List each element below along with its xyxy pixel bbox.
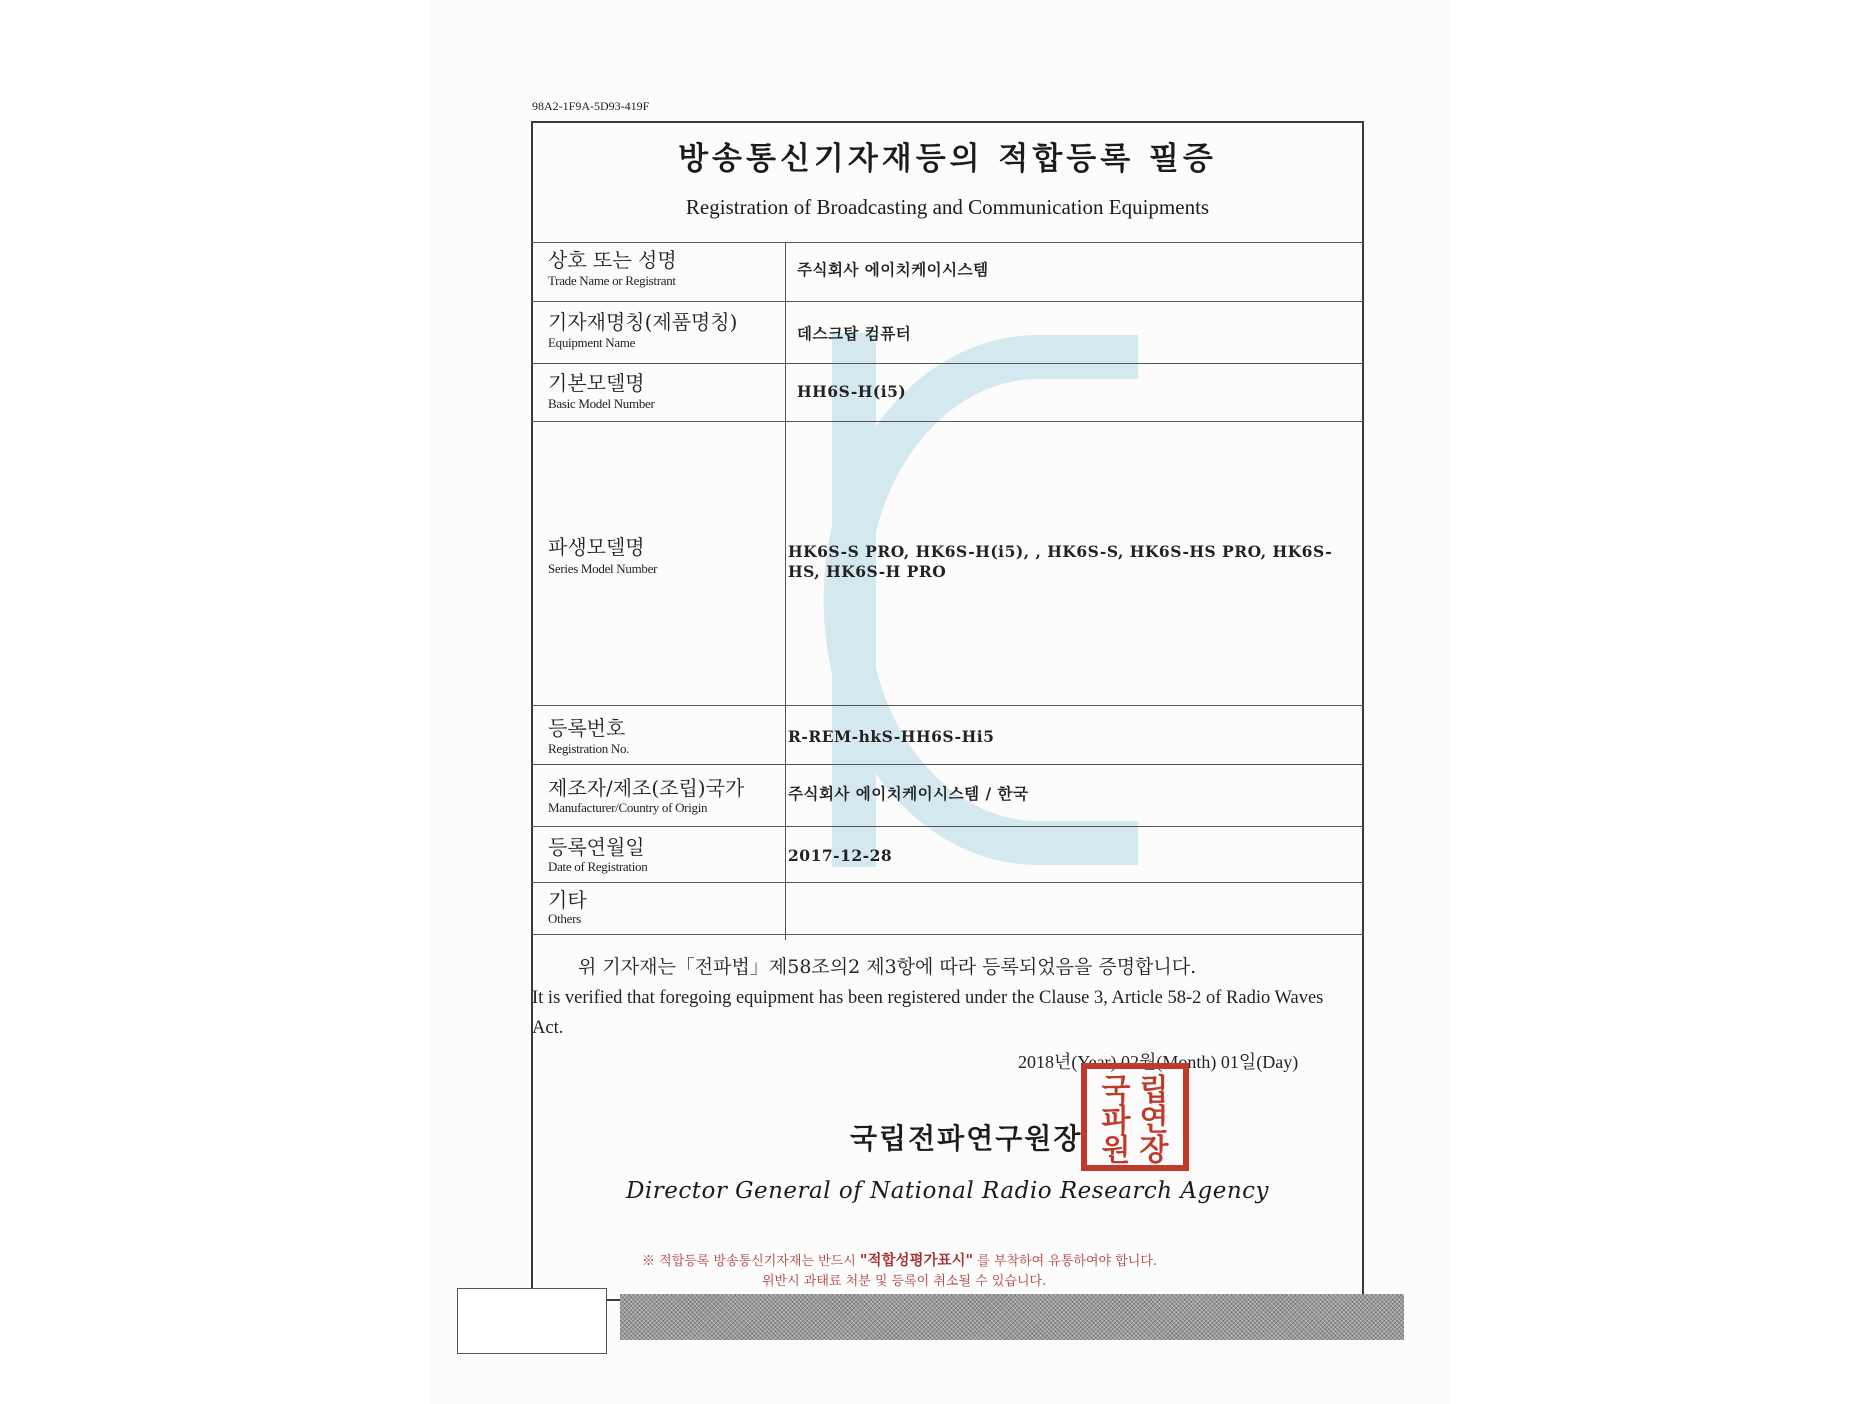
document-id: 98A2-1F9A-5D93-419F <box>532 99 650 113</box>
notice-line-1-pre: ※ 적합등록 방송통신기자재는 반드시 <box>642 1254 856 1269</box>
label-others-en: Others <box>548 911 581 926</box>
issuer-title-en: Director General of National Radio Research Agency <box>625 1178 1270 1204</box>
svg-text:장: 장 <box>1139 1133 1169 1168</box>
title-english: Registration of Broadcasting and Communication Equipments <box>685 195 1210 219</box>
value-equipment-name: 데스크탑 컴퓨터 <box>797 324 912 343</box>
table-line <box>531 421 1364 422</box>
label-series-model-en: Series Model Number <box>548 561 658 576</box>
svg-text:립: 립 <box>1139 1073 1169 1108</box>
label-manufacturer: 제조자/제조(조립)국가 <box>548 776 745 800</box>
table-line <box>531 934 1364 935</box>
table-line <box>531 826 1364 827</box>
table-line <box>531 705 1364 706</box>
value-registration-date: 2017-12-28 <box>788 846 893 865</box>
certification-statement-ko: 위 기자재는「전파법」제58조의2 제3항에 따라 등록되었음을 증명합니다. <box>578 956 1197 978</box>
kc-logo-c-arc <box>846 357 1138 843</box>
svg-text:파: 파 <box>1101 1103 1131 1138</box>
label-equipment-name-en: Equipment Name <box>548 335 636 350</box>
value-basic-model: HH6S-H(i5) <box>797 382 907 401</box>
table-line <box>531 363 1364 364</box>
svg-text:연: 연 <box>1139 1103 1169 1138</box>
value-manufacturer: 주식회사 에이치케이시스템 / 한국 <box>788 784 1029 803</box>
notice-line-1-emphasis: "적합성평가표시" <box>859 1252 974 1269</box>
label-basic-model-en: Basic Model Number <box>548 396 655 411</box>
issuer-title-ko: 국립전파연구원장 <box>850 1122 1083 1155</box>
redacted-strip <box>620 1294 1404 1340</box>
notice-line-2: 위반시 과태료 처분 및 등록이 취소될 수 있습니다. <box>762 1274 1047 1289</box>
label-registration-no: 등록번호 <box>548 716 626 740</box>
label-equipment-name: 기자재명칭(제품명칭) <box>548 310 738 334</box>
label-registration-date: 등록연월일 <box>548 835 645 859</box>
label-basic-model: 기본모델명 <box>548 371 645 395</box>
label-trade-name: 상호 또는 성명 <box>548 248 677 272</box>
value-registration-no: R-REM-hkS-HH6S-Hi5 <box>788 727 995 746</box>
label-manufacturer-en: Manufacturer/Country of Origin <box>548 800 708 815</box>
issue-date: 2018년(Year) 02월(Month) 01일(Day) <box>1018 1052 1299 1072</box>
table-line <box>531 764 1364 765</box>
label-trade-name-en: Trade Name or Registrant <box>548 273 676 288</box>
redaction-box <box>457 1288 607 1354</box>
value-series-model: HK6S-S PRO, HK6S-H(i5), , HK6S-S, HK6S-HS PRO, HK6S-HS, HK6S-H PRO <box>788 542 1333 581</box>
table-column-divider <box>785 242 786 940</box>
official-seal-stamp <box>1080 1062 1190 1172</box>
label-series-model: 파생모델명 <box>548 535 645 559</box>
svg-text:원: 원 <box>1101 1133 1131 1168</box>
table-line <box>531 882 1364 883</box>
value-trade-name: 주식회사 에이치케이시스템 <box>797 260 989 279</box>
certification-statement-en: It is verified that foregoing equipment has been registered under the Clause 3, Article 58-2 of Radio Waves Act. <box>532 988 1324 1038</box>
table-line <box>531 242 1364 243</box>
notice-line-1 <box>642 1249 1157 1270</box>
label-others: 기타 <box>548 888 587 912</box>
table-line <box>531 301 1364 302</box>
label-registration-date-en: Date of Registration <box>548 859 648 874</box>
label-registration-no-en: Registration No. <box>548 741 630 756</box>
title-korean: 방송통신기자재등의 적합등록 필증 <box>678 141 1217 177</box>
notice-line-1-post: 를 부착하여 유통하여야 합니다. <box>977 1254 1158 1269</box>
svg-text:국: 국 <box>1101 1073 1131 1108</box>
